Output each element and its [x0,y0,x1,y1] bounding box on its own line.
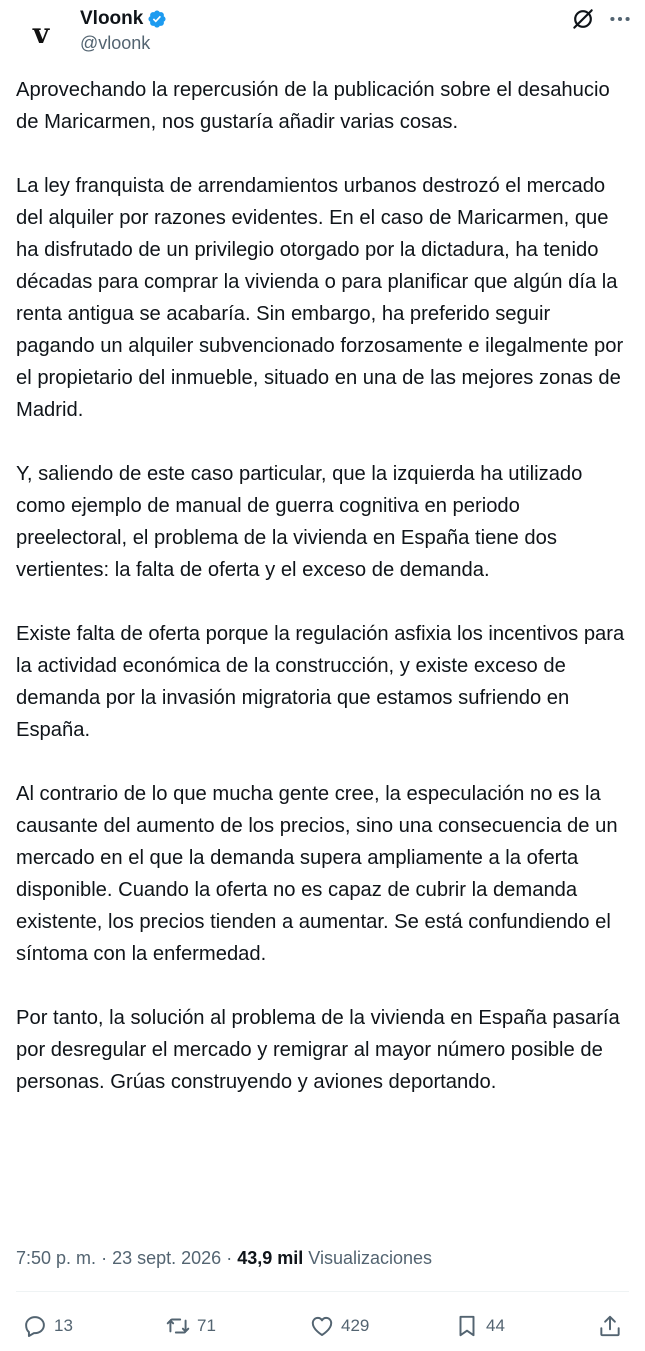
verified-badge-icon[interactable] [147,9,167,29]
bookmark-count: 44 [486,1316,505,1335]
tweet-paragraph: Al contrario de lo que mucha gente cree, la especulación no es la causante del aumento de los precios, sino una consecuencia de un mercado en el que la demanda supera ampliamente a la oferta disponible. Cuando la oferta no es capaz de cubrir la demanda existente, los precios tienden a aumentar. Se está confundiendo el síntoma con la enfermedad. [16,783,618,965]
bookmark-icon [454,1313,480,1339]
views-count[interactable]: 43,9 mil [237,1248,304,1268]
bookmark-button[interactable] [454,1306,505,1346]
heart-icon [309,1313,335,1339]
tweet-paragraph: Por tanto, la solución al problema de la vivienda en España pasaría por desregular el mercado y remigrar al mayor número posible de personas. Grúas construyendo y aviones deportando. [16,1007,620,1093]
author-name-row [80,6,167,32]
reply-count: 13 [54,1316,73,1335]
avatar[interactable]: v [17,9,65,57]
share-button[interactable] [597,1306,623,1346]
meta-separator: · [226,1248,233,1268]
grok-icon[interactable] [570,6,596,32]
reply-icon [22,1313,48,1339]
reply-button[interactable] [22,1306,73,1346]
repost-icon [165,1313,191,1339]
tweet-date[interactable]: 23 sept. 2026 [112,1248,222,1268]
tweet-paragraph: La ley franquista de arrendamientos urbanos destrozó el mercado del alquiler por razones evidentes. En el caso de Maricarmen, que ha disfrutado de un privilegio otorgado por la dictadura, ha tenido décadas para comprar la vivienda o para planificar que algún día la renta antigua se acabaría. Sin embargo, ha preferido seguir pagando un alquiler subvencionado forzosamente e ilegalmente por el propietario del inmueble, situado en una de las mejores zonas de Madrid. [16,175,624,421]
like-count: 429 [341,1316,370,1335]
tweet-paragraph: Existe falta de oferta porque la regulación asfixia los incentivos para la actividad económica de la construcción, y existe exceso de demanda por la invasión migratoria que estamos sufriendo en España. [16,623,625,741]
views-label[interactable]: Visualizaciones [308,1248,433,1268]
meta-separator: · [101,1248,108,1268]
like-button[interactable] [309,1306,369,1346]
divider [16,1291,629,1292]
more-icon[interactable] [607,6,633,32]
author-handle[interactable]: @vloonk [80,33,151,53]
tweet-paragraph: Y, saliendo de este caso particular, que la izquierda ha utilizado como ejemplo de manual de guerra cognitiva en periodo preelectoral, el problema de la vivienda en España tiene dos vertientes: la falta de oferta y el exceso de demanda. [16,463,583,581]
tweet-meta [16,1244,432,1272]
repost-button[interactable] [165,1306,216,1346]
action-bar [0,1306,645,1346]
tweet-time[interactable]: 7:50 p. m. [16,1248,97,1268]
author-display-name[interactable]: Vloonk [80,8,144,29]
tweet-paragraph: Aprovechando la repercusión de la publicación sobre el desahucio de Maricarmen, nos gustaría añadir varias cosas. [16,79,610,133]
share-icon [597,1313,623,1339]
tweet-text [16,74,634,1098]
tweet-header [0,0,645,70]
repost-count: 71 [197,1316,216,1335]
